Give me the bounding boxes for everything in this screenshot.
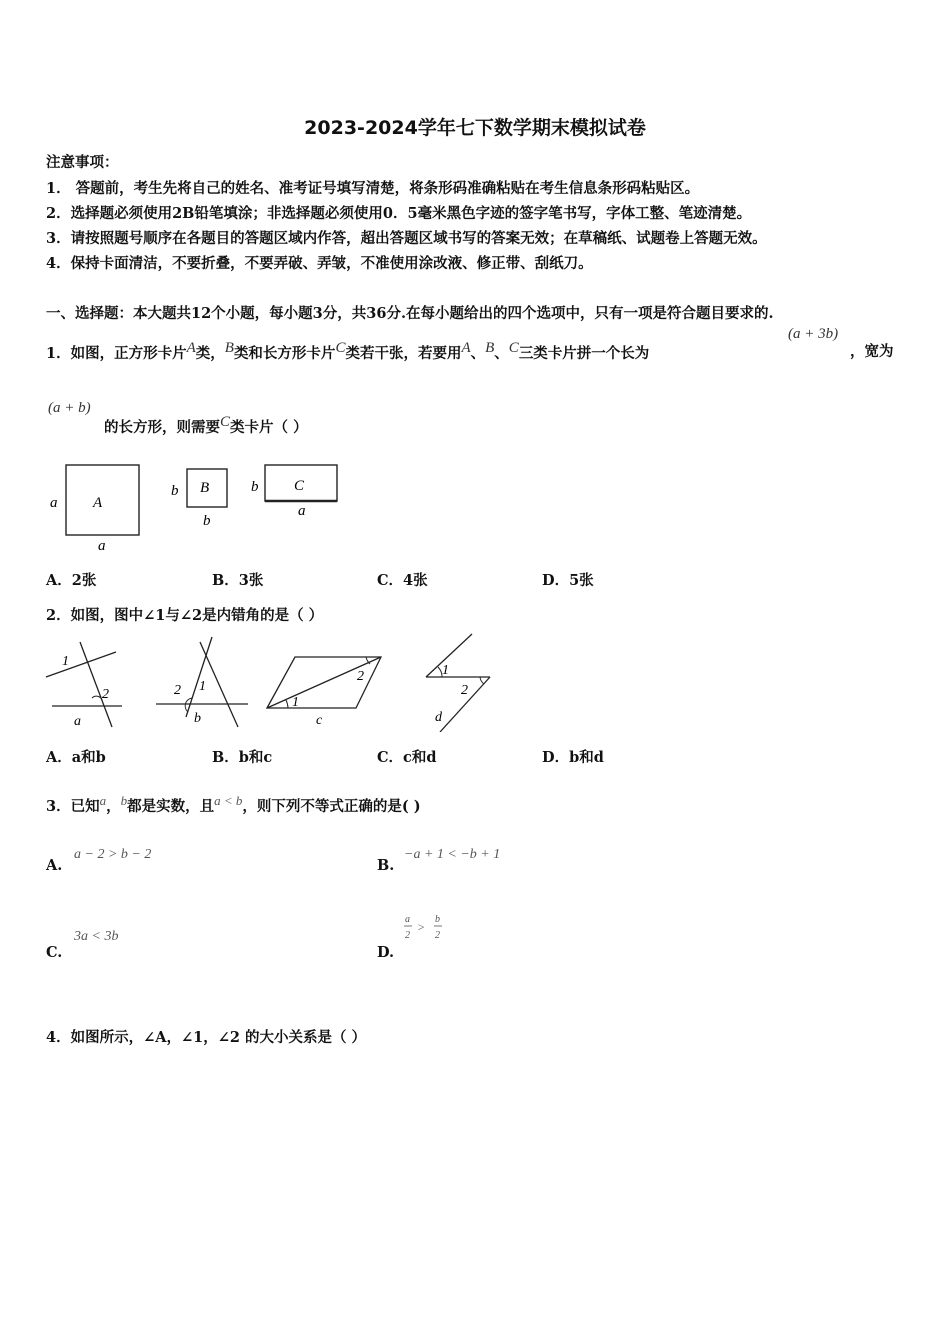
q1-var-c: C xyxy=(335,340,346,356)
q1-stem-line2 xyxy=(104,414,308,437)
q1-text: ，宽为 xyxy=(850,343,894,360)
q1-length-expr: (a + 3b) xyxy=(788,326,839,342)
svg-text:2: 2 xyxy=(461,683,468,698)
q1-option-b[interactable]: B．3张 xyxy=(212,572,264,589)
q1-var-b: B xyxy=(224,340,234,356)
q3-option-c[interactable]: C. xyxy=(46,944,63,961)
card-c-label: C xyxy=(294,478,305,494)
q3-option-d-expr xyxy=(402,910,452,946)
q1-var-c2: C xyxy=(508,340,519,356)
q3-option-b[interactable]: B. xyxy=(377,857,395,874)
card-a-label: A xyxy=(93,495,103,511)
q1-option-d[interactable]: D．5张 xyxy=(542,572,594,589)
q1-figure xyxy=(40,455,360,555)
notice-item: 4．保持卡面清洁，不要折叠，不要弄破、弄皱，不准使用涂改液、修正带、刮纸刀。 xyxy=(46,255,593,272)
q3-stem xyxy=(46,793,421,816)
q1-var-a: A xyxy=(186,340,196,356)
svg-text:2: 2 xyxy=(357,669,364,684)
svg-text:1: 1 xyxy=(199,679,206,694)
notice-item: 3．请按照题号顺序在各题目的答题区域内作答，超出答题区域书写的答案无效；在草稿纸、试题卷上答题无效。 xyxy=(46,230,767,247)
q3-text: 3．已知 xyxy=(46,797,100,815)
q3-option-a[interactable]: A. xyxy=(46,857,63,874)
q3-option-a-expr: a − 2 > b − 2 xyxy=(74,847,152,862)
svg-text:a: a xyxy=(74,714,81,729)
q3-var-a: a xyxy=(99,793,107,808)
card-c-side: b xyxy=(251,479,259,495)
q1-option-a[interactable]: A．2张 xyxy=(46,572,97,589)
q1-text: 类卡片（ ） xyxy=(230,418,308,436)
q2-fig-d xyxy=(426,634,490,732)
card-c-bottom: a xyxy=(298,503,306,519)
q1-text: 类和长方形卡片 xyxy=(233,344,336,362)
q1-text: 类若干张，若要用 xyxy=(345,344,462,362)
q3-condition: a < b xyxy=(214,793,243,808)
q1-option-c[interactable]: C．4张 xyxy=(377,572,428,589)
q2-option-c[interactable]: C．c和d xyxy=(377,749,437,766)
q2-fig-c xyxy=(267,657,381,728)
q2-option-d[interactable]: D．b和d xyxy=(542,749,604,766)
q3-var-b: b xyxy=(120,793,128,808)
q1-var-b2: B xyxy=(485,340,495,356)
svg-text:2: 2 xyxy=(102,687,109,702)
svg-text:b: b xyxy=(194,711,201,726)
card-a-side: a xyxy=(50,495,58,511)
q1-text: 的长方形，则需要 xyxy=(104,418,220,436)
q3-option-b-expr: −a + 1 < −b + 1 xyxy=(404,847,501,862)
card-b-label: B xyxy=(200,480,210,496)
notice-heading: 注意事项： xyxy=(46,154,119,171)
q2-figure xyxy=(40,632,510,732)
section-heading: 一、选择题：本大题共12个小题，每小题3分，共36分.在每小题给出的四个选项中，只有一项是符合题目要求的. xyxy=(46,305,774,322)
q1-text: 类， xyxy=(195,344,225,362)
q1-stem xyxy=(46,340,649,363)
q1-text: 1．如图，正方形卡片 xyxy=(46,344,187,362)
card-b-bottom: b xyxy=(203,513,211,529)
q3-text: ， xyxy=(106,797,121,815)
svg-text:1: 1 xyxy=(62,654,69,669)
page-title: 2023-2024学年七下数学期末模拟试卷 xyxy=(304,117,646,139)
svg-text:a: a xyxy=(405,914,410,925)
svg-text:2: 2 xyxy=(405,930,410,941)
notice-item: 2．选择题必须使用2B铅笔填涂；非选择题必须使用0．5毫米黑色字迹的签字笔书写，字体工整、笔迹清楚。 xyxy=(46,205,752,222)
q2-option-a[interactable]: A．a和b xyxy=(46,749,106,766)
svg-text:c: c xyxy=(316,713,323,728)
q2-stem: 2．如图，图中∠1与∠2是内错角的是（ ） xyxy=(46,607,324,624)
svg-text:b: b xyxy=(435,914,440,925)
square-a-card xyxy=(66,465,139,535)
q3-text: ，则下列不等式正确的是( ) xyxy=(242,797,421,815)
svg-text:1: 1 xyxy=(442,663,449,678)
svg-text:1: 1 xyxy=(292,695,299,710)
q2-fig-b xyxy=(156,637,248,727)
svg-text:>: > xyxy=(417,920,426,934)
card-a-bottom: a xyxy=(98,538,106,554)
q3-text: 都是实数，且 xyxy=(127,797,215,815)
q2-fig-a xyxy=(46,642,122,729)
q1-text: 三类卡片拼一个长为 xyxy=(518,344,650,362)
q1-text: 、 xyxy=(494,344,509,362)
notice-item: 1． 答题前，考生先将自己的姓名、准考证号填写清楚，将条形码准确粘贴在考生信息条形码粘贴区。 xyxy=(46,180,700,197)
svg-text:2: 2 xyxy=(435,930,440,941)
svg-text:d: d xyxy=(435,710,442,725)
q1-var-c3: C xyxy=(220,414,231,430)
q3-option-d[interactable]: D. xyxy=(377,944,395,961)
q2-option-b[interactable]: B．b和c xyxy=(212,749,273,766)
q1-var-a2: A xyxy=(461,340,471,356)
q4-stem: 4．如图所示，∠A，∠1，∠2 的大小关系是（ ） xyxy=(46,1029,367,1046)
q1-width-expr: (a + b) xyxy=(48,400,91,416)
svg-text:2: 2 xyxy=(174,683,181,698)
q3-option-c-expr: 3a < 3b xyxy=(74,929,119,944)
card-b-side: b xyxy=(171,483,179,499)
q1-text: 、 xyxy=(470,344,486,362)
